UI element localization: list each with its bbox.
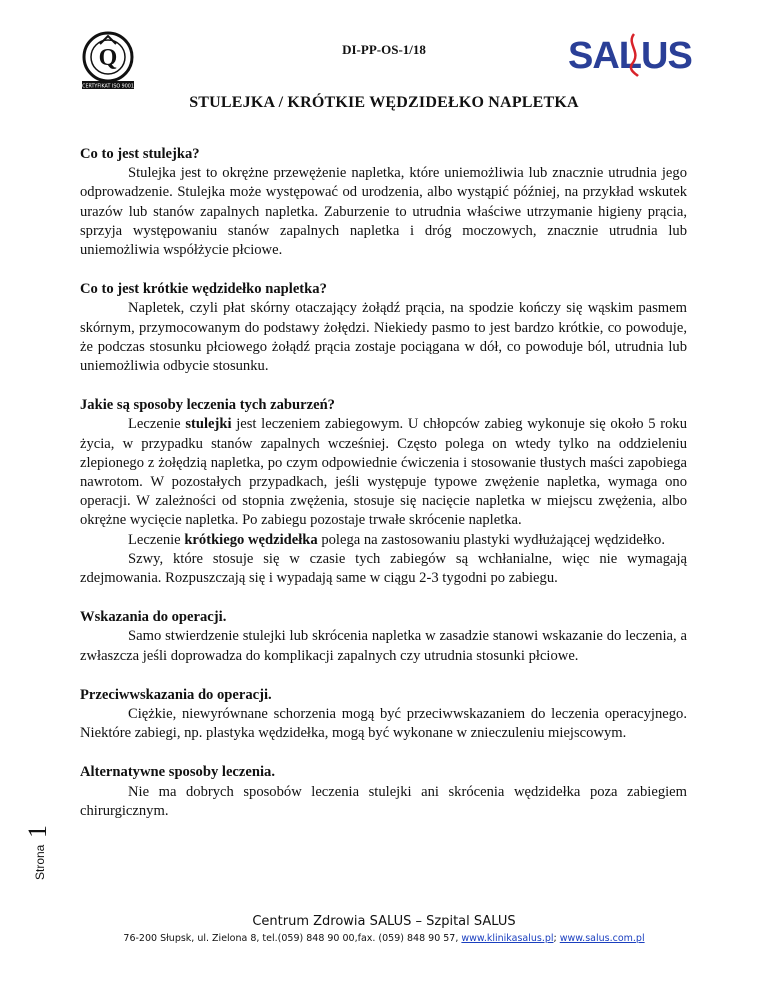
section-text: Szwy, które stosuje się w czasie tych zabiegów są wchłanialne, więc nie wymagają zdejmowania. Rozpuszczają się i wypadają same w ciągu 2-3 tygodni po zabiegu. — [80, 550, 687, 587]
section-indications — [80, 608, 687, 666]
section-text: Ciężkie, niewyrównane schorzenia mogą być przeciwwskazaniem do leczenia operacyjnego. Niektóre zabiegi, np. plastyka wędzidełka, mogą być wykonane w znieczuleniu miejscowym. — [80, 706, 687, 742]
section-text: Leczenie krótkiego wędzidełka polega na zastosowaniu plastyki wydłużającej wędzidełko. — [128, 531, 665, 548]
section-text: Stulejka jest to okrężne przewężenie napletka, które uniemożliwia lub znacznie utrudnia jego odprowadzenie. Stulejka może występować od urodzenia, albo wystąpić później, na przykład wskutek urazów lub stanów zapalnych napletka. Zaburzenie to utrudnia właściwe utrzymanie higieny prącia, sprzyja występowaniu stanów zapalnych napletka i dróg moczowych, znacznie utrudnia lub uniemożliwia współżycie płciowe. — [80, 165, 687, 259]
section-text: Samo stwierdzenie stulejki lub skrócenia napletka w zasadzie stanowi wskazanie do leczenia, a zwłaszcza jeśli doprowadza do komplikacji zapalnych czy utrudnia stosunki płciowe. — [80, 628, 687, 664]
page-number: 1 — [23, 825, 52, 838]
salus-logo — [566, 30, 696, 80]
quality-certificate-logo — [80, 30, 136, 90]
section-text: Napletek, czyli płat skórny otaczający żołądź prącia, na spodzie kończy się wąskim pasmem skórnym, przymocowanym do podstawy żołędzi. Niekiedy pasmo to jest bardzo krótkie, co powoduje, że podczas stosunku płciowego żołądź prącia zostaje pociągana w dół, co powoduje ból, utrudnia lub uniemożliwia odbycie stosunku. — [80, 300, 687, 375]
bold-term: krótkiego wędzidełka — [184, 531, 318, 548]
page-label: Strona — [33, 844, 47, 880]
cert-letter: Q — [98, 45, 118, 71]
section-phimosis — [80, 145, 687, 260]
page-title: STULEJKA / KRÓTKIE WĘDZIDEŁKO NAPLETKA — [189, 94, 579, 111]
footer-address: 76-200 Słupsk, ul. Zielona 8, tel.(059) 848 90 00,fax. (059) 848 90 57, www.klinikasalus.pl; www.salus.com.pl — [123, 933, 645, 944]
section-treatment — [80, 396, 687, 588]
page-footer — [0, 914, 768, 944]
section-text: Nie ma dobrych sposobów leczenia stulejki ani skrócenia wędzidełka poza zabiegiem chirurgicznym. — [80, 783, 687, 819]
link-klinikasalus[interactable]: www.klinikasalus.pl — [461, 933, 554, 944]
document-id: DI-PP-OS-1/18 — [342, 42, 426, 57]
link-salus[interactable]: www.salus.com.pl — [559, 933, 645, 944]
section-heading: Jakie są sposoby leczenia tych zaburzeń? — [80, 397, 335, 414]
section-heading: Co to jest stulejka? — [80, 146, 200, 162]
bold-term: stulejki — [185, 416, 232, 433]
section-alternatives — [80, 763, 687, 821]
section-short-frenulum — [80, 280, 687, 376]
section-heading: Alternatywne sposoby leczenia. — [80, 764, 275, 781]
footer-title: Centrum Zdrowia SALUS – Szpital SALUS — [252, 914, 516, 929]
cert-label: CERTYFIKAT ISO 9001 — [82, 84, 134, 90]
section-heading: Wskazania do operacji. — [80, 609, 227, 626]
section-contraindications — [80, 686, 687, 744]
salus-logo-text: SALUS — [568, 35, 692, 77]
section-text: Leczenie stulejki jest leczeniem zabiegowym. U chłopców zabieg wykonuje się około 5 roku życia, w przypadku stanów zapalnych wcześniej. Często polega on wtedy tylko na oddzieleniu zlepionego z żołędzią napletka, po czym odpowiednie ćwiczenia i stosowanie tłustych maści zapobiega nawrotom. W pozostałych przypadkach, jeśli występuje typowe zwężenie napletka, wymaga ono operacji. W zależności od stopnia zwężenia, stosuje się nacięcie napletka w miejscu zwężenia, albo okrężne wycięcie napletka. Po zabiegu pozostaje trwałe skrócenie napletka. — [80, 416, 687, 529]
section-heading: Przeciwwskazania do operacji. — [80, 686, 272, 703]
document-body — [80, 145, 687, 841]
section-heading: Co to jest krótkie wędzidełko napletka? — [80, 281, 327, 298]
page-number-margin — [14, 800, 114, 880]
